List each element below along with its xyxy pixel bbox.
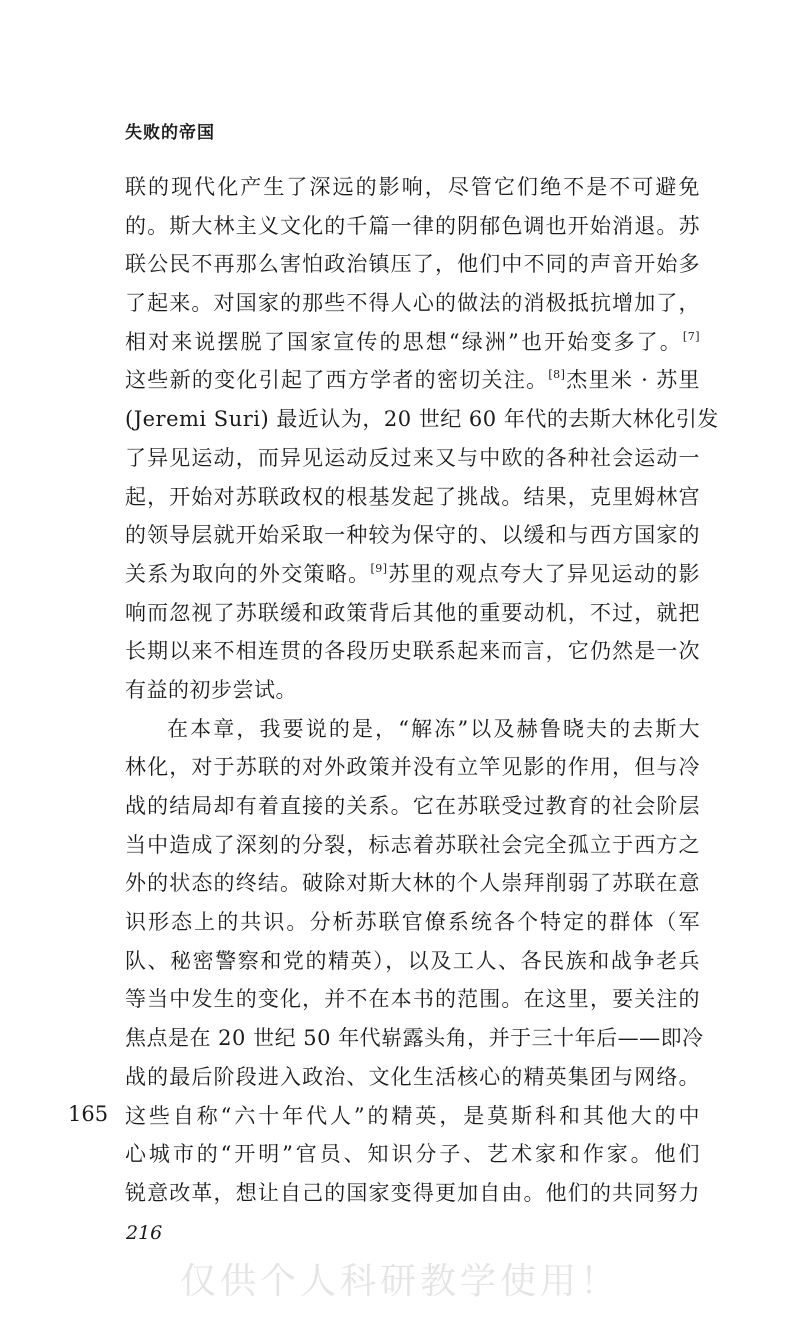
text-line — [125, 1097, 700, 1136]
text-line-content: 林化，对于苏联的对外政策并没有立竿见影的作用，但与冷 — [125, 755, 700, 780]
text-line — [125, 748, 700, 787]
text-line-content: 等当中发生的变化，并不在本书的范围。在这里，要关注的 — [125, 987, 700, 1012]
text-line — [125, 1019, 704, 1058]
text-line-content: 长期以来不相连贯的各段历史联系起来而言，它仍然是一次 — [125, 639, 700, 664]
text-line-content: 队、秘密警察和党的精英），以及工人、各民族和战争老兵 — [125, 948, 700, 973]
text-line-content: (Jeremi Suri) 最近认为，20 世纪 60 年代的去斯大林化引发 — [125, 407, 719, 432]
text-line — [125, 671, 700, 710]
text-line — [125, 245, 700, 284]
watermark: 仅供个人科研教学使用！ — [179, 1261, 620, 1302]
text-line — [125, 555, 700, 594]
text-line-content: 起，开始对苏联政权的根基发起了挑战。结果，克里姆林宫 — [125, 484, 700, 509]
footnote-marker: [9] — [370, 561, 388, 575]
text-line-content: 响而忽视了苏联缓和政策背后其他的重要动机，不过，就把 — [125, 600, 700, 625]
text-line-content: 战的结局却有着直接的关系。它在苏联受过教育的社会阶层 — [125, 794, 700, 818]
text-line — [125, 1058, 700, 1097]
text-line-content: 联公民不再那么害怕政治镇压了，他们中不同的声音开始多 — [125, 252, 700, 277]
text-line — [125, 787, 700, 826]
text-line — [125, 361, 700, 400]
text-line — [125, 632, 700, 671]
text-line — [125, 980, 700, 1019]
text-line-content: 外的状态的终结。破除对斯大林的个人崇拜削弱了苏联在意 — [125, 871, 700, 896]
footnote-marker: [7] — [682, 329, 700, 343]
text-line-content: 了起来。对国家的那些不得人心的做法的消极抵抗增加了， — [125, 291, 700, 316]
footnote-marker: [8] — [548, 368, 566, 382]
text-line-content: 在本章，我要说的是，“解冻”以及赫鲁晓夫的去斯大 — [167, 716, 700, 741]
text-line-content: 识形态上的共识。分析苏联官僚系统各个特定的群体（军 — [125, 910, 700, 935]
text-line-content: 有益的初步尝试。 — [125, 677, 297, 702]
text-line — [125, 439, 700, 478]
text-line-content: 关系为取向的外交策略。 — [125, 561, 371, 586]
text-line — [125, 710, 700, 749]
text-line — [125, 284, 700, 323]
text-line — [125, 168, 700, 207]
text-line — [125, 1135, 700, 1174]
original-page-marker: 165 — [68, 1102, 109, 1126]
text-line-continuation: 苏里的观点夸大了异见运动的影 — [387, 561, 701, 586]
text-line — [125, 864, 700, 903]
body-text — [125, 168, 719, 1213]
text-line-content: 这些新的变化引起了西方学者的密切关注。 — [125, 368, 549, 393]
text-line-content: 相对来说摆脱了国家宣传的思想“绿洲”也开始变多了。 — [125, 329, 683, 354]
running-title: 失败的帝国 — [125, 123, 215, 143]
text-line-content: 的领导层就开始采取一种较为保守的、以缓和与西方国家的 — [125, 523, 700, 548]
text-line — [125, 207, 700, 246]
text-line-content: 的。斯大林主义文化的千篇一律的阴郁色调也开始消退。苏 — [125, 213, 700, 238]
text-line — [125, 942, 700, 981]
text-line — [125, 400, 719, 439]
page-number: 216 — [126, 1222, 163, 1244]
text-line-content: 联的现代化产生了深远的影响，尽管它们绝不是不可避免 — [125, 175, 700, 199]
text-line — [125, 594, 700, 633]
text-line-continuation: 杰里米 · 苏里 — [565, 368, 700, 393]
text-line-content: 焦点是在 20 世纪 50 年代崭露头角，并于三十年后——即冷 — [125, 1026, 704, 1051]
text-line — [125, 478, 700, 517]
text-line-content: 锐意改革，想让自己的国家变得更加自由。他们的共同努力 — [125, 1180, 700, 1205]
text-line — [125, 323, 700, 362]
text-line-content: 了异见运动，而异见运动反过来又与中欧的各种社会运动一 — [125, 445, 700, 470]
text-line-content: 当中造成了深刻的分裂，标志着苏联社会完全孤立于西方之 — [125, 832, 700, 857]
text-line-content: 心城市的“开明”官员、知识分子、艺术家和作家。他们 — [125, 1142, 700, 1167]
text-line — [125, 826, 700, 865]
text-line — [125, 903, 700, 942]
text-line-content: 这些自称“六十年代人”的精英，是莫斯科和其他大的中 — [125, 1103, 700, 1128]
text-line — [125, 1174, 700, 1213]
text-line-content: 战的最后阶段进入政治、文化生活核心的精英集团与网络。 — [125, 1064, 700, 1089]
text-line — [125, 516, 700, 555]
